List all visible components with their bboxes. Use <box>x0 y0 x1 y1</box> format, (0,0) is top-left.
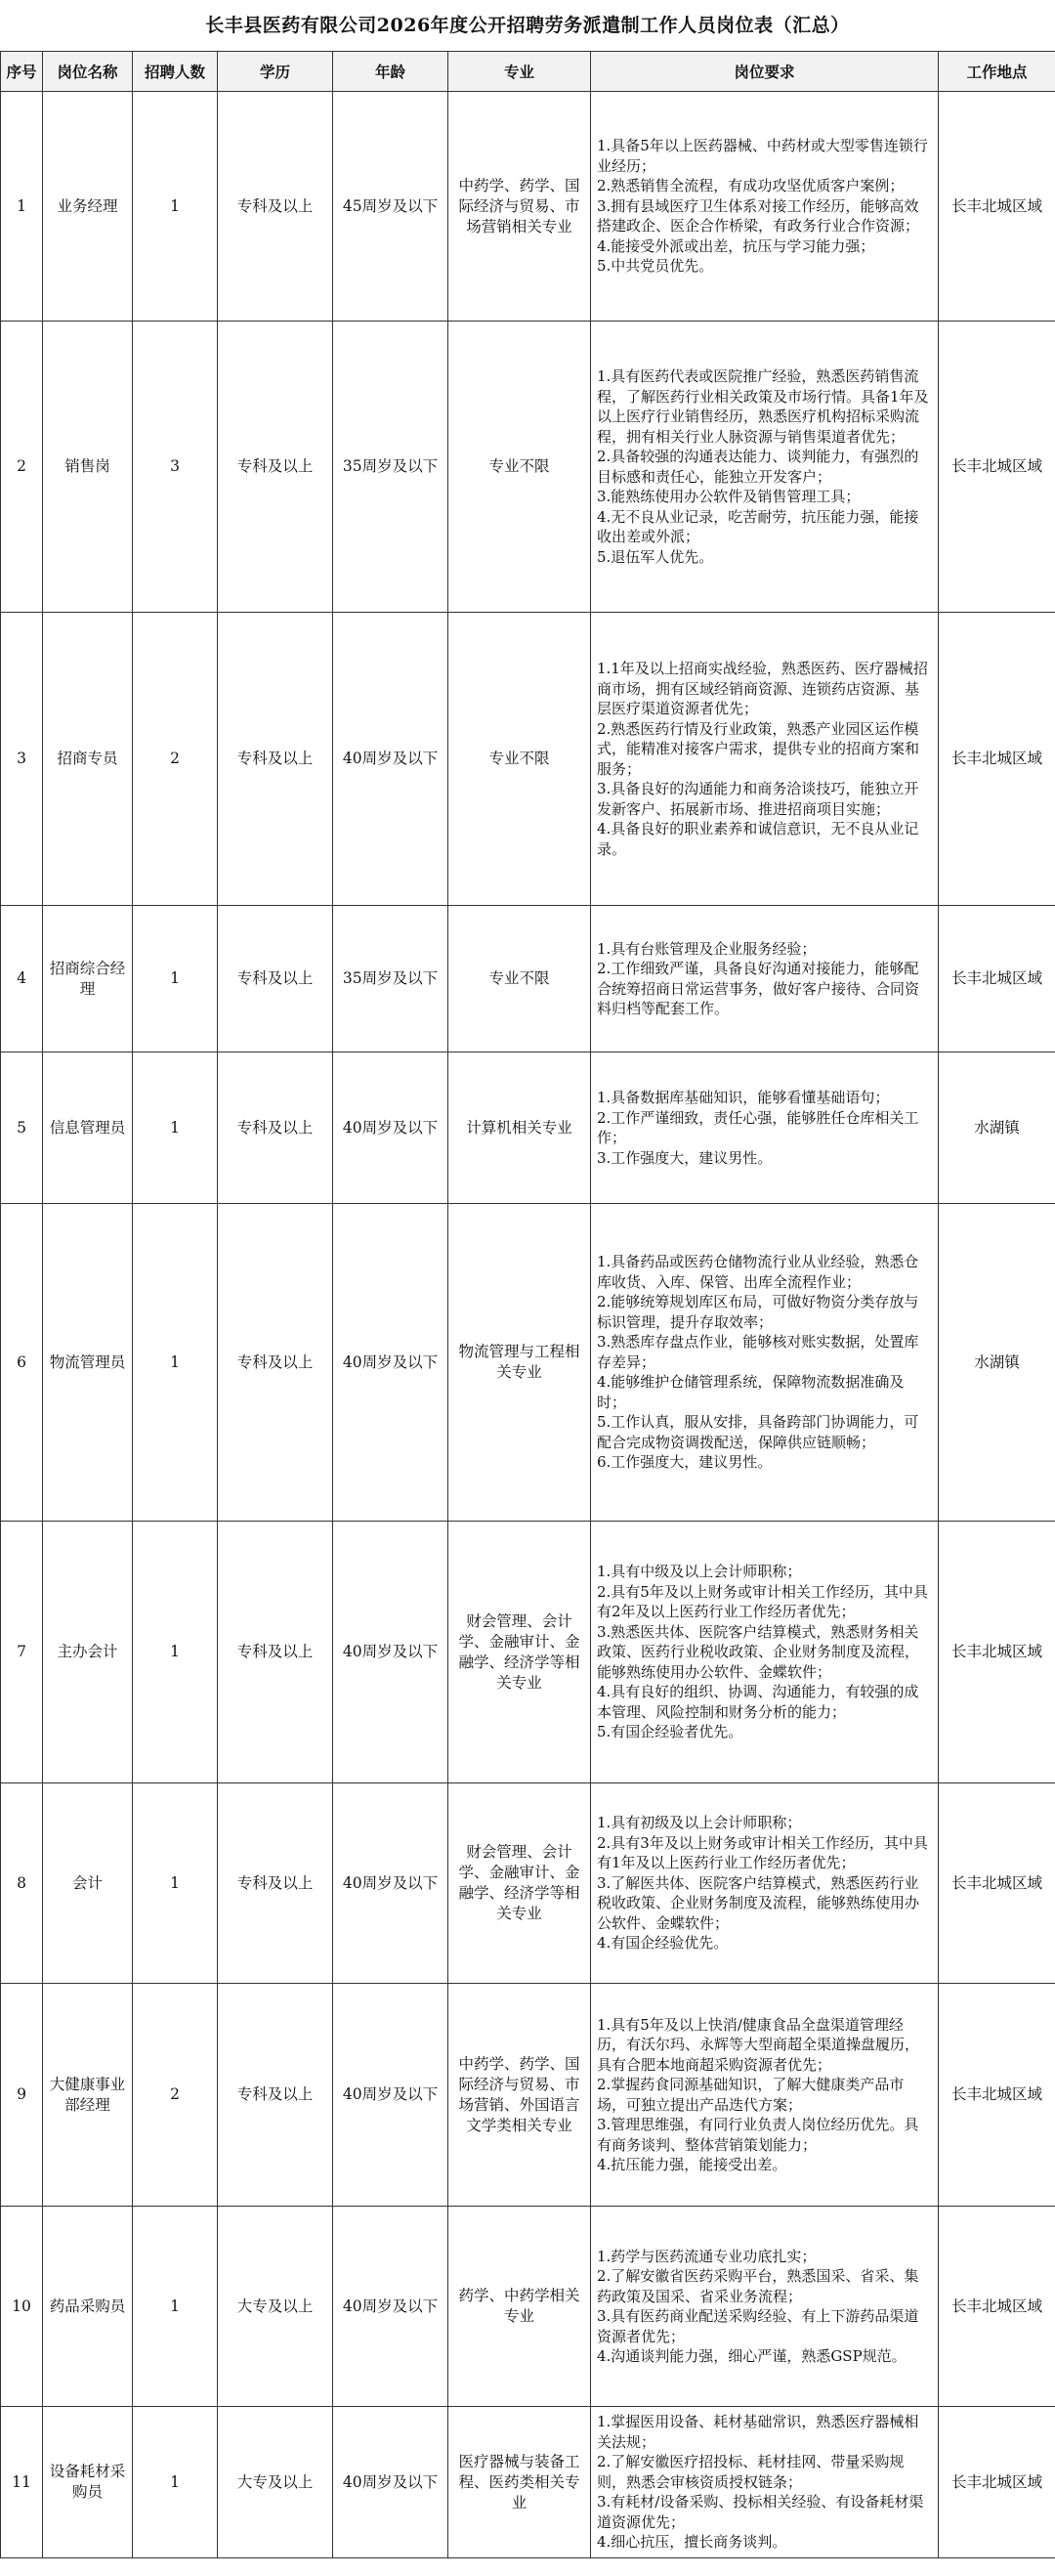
cell-position-name: 大健康事业部经理 <box>43 1984 133 2207</box>
requirement-item: 1.1年及以上招商实战经验，熟悉医药、医疗器械招商市场，拥有区域经销商资源、连锁药店资源、基层医疗渠道资源者优先； <box>597 660 928 717</box>
cell-count: 2 <box>133 1984 218 2207</box>
requirement-item: 3.管理思维强，有同行业负责人岗位经历优先。具有商务谈判、整体营销策划能力； <box>597 2116 919 2154</box>
cell-major: 医疗器械与装备工程、医药类相关专业 <box>448 2407 591 2558</box>
table-row <box>1 92 1055 322</box>
requirement-item: 4.具有良好的组织、协调、沟通能力，有较强的成本管理、风险控制和财务分析的能力； <box>597 1683 919 1721</box>
cell-education: 专科及以上 <box>218 1783 333 1984</box>
page-title: 长丰县医药有限公司2026年度公开招聘劳务派遣制工作人员岗位表（汇总） <box>205 15 850 36</box>
table-row <box>1 1783 1055 1984</box>
requirement-item: 2.具备较强的沟通表达能力、谈判能力，有强烈的目标感和责任心，能独立开发客户； <box>597 448 919 486</box>
requirement-item: 1.具备数据库基础知识，能够看懂基础语句； <box>597 1089 890 1106</box>
cell-position-name: 设备耗材采购员 <box>43 2407 133 2558</box>
requirement-item: 3.拥有县域医疗卫生体系对接工作经历，能够高效搭建政企、医企合作桥梁，有政务行业合作资源； <box>597 196 920 236</box>
cell-position-name: 招商综合经理 <box>43 906 133 1052</box>
header-row <box>1 52 1055 92</box>
cell-location: 长丰北城区域 <box>939 906 1055 1052</box>
requirement-item: 2.能够统筹规划库区布局，可做好物资分类存放与标识管理，提升存取效率； <box>597 1293 919 1331</box>
requirement-item: 4.具备良好的职业素养和诚信意识，无不良从业记录。 <box>597 820 919 858</box>
requirement-item: 6.工作强度大，建议男性。 <box>597 1453 773 1472</box>
requirement-item: 4.细心抗压，擅长商务谈判。 <box>597 2533 787 2552</box>
cell-count: 1 <box>133 1204 218 1522</box>
cell-age: 40周岁及以下 <box>333 1984 448 2207</box>
cell-count: 1 <box>133 92 218 322</box>
cell-location: 长丰北城区域 <box>939 1783 1055 1984</box>
cell-location: 长丰北城区域 <box>939 2407 1055 2558</box>
cell-age: 40周岁及以下 <box>333 1052 448 1204</box>
cell-position-name: 招商专员 <box>43 613 133 906</box>
cell-education: 大专及以上 <box>218 2207 333 2407</box>
cell-no: 7 <box>1 1522 43 1783</box>
header-no: 序号 <box>1 52 43 92</box>
requirement-item: 5.工作认真，服从安排，具备跨部门协调能力，可配合完成物资调拨配送，保障供应链顺畅； <box>597 1413 919 1451</box>
requirement-item: 4.沟通谈判能力强，细心严谨，熟悉GSP规范。 <box>597 2347 907 2365</box>
requirement-item: 5.有国企经验者优先。 <box>597 1723 743 1741</box>
cell-age: 35周岁及以下 <box>333 906 448 1052</box>
table-row <box>1 322 1055 613</box>
cell-location: 长丰北城区域 <box>939 1984 1055 2207</box>
cell-requirements <box>591 322 939 613</box>
requirement-item: 1.具备5年以上医药器械、中药材或大型零售连锁行业经历； <box>597 137 928 175</box>
table-row <box>1 613 1055 906</box>
requirement-item: 3.了解医共体、医院客户结算模式，熟悉医药行业税收政策、企业财务制度及流程，能够熟练使用办公软件、金蝶软件； <box>597 1873 920 1932</box>
cell-count: 1 <box>133 1052 218 1204</box>
cell-no: 10 <box>1 2207 43 2407</box>
cell-age: 40周岁及以下 <box>333 1204 448 1522</box>
cell-requirements <box>591 1522 939 1783</box>
cell-no: 9 <box>1 1984 43 2207</box>
header-requirements: 岗位要求 <box>591 52 939 92</box>
requirement-item: 4.无不良从业记录，吃苦耐劳，抗压能力强，能接收出差或外派； <box>597 507 919 545</box>
cell-requirements <box>591 2407 939 2558</box>
cell-location: 长丰北城区域 <box>939 322 1055 613</box>
cell-education: 专科及以上 <box>218 1052 333 1204</box>
cell-location: 水湖镇 <box>939 1204 1055 1522</box>
requirement-item: 2.工作细致严谨，具备良好沟通对接能力，能够配合统筹招商日常运营事务，做好客户接待、合同资料归档等配套工作。 <box>597 960 920 1017</box>
cell-no: 6 <box>1 1204 43 1522</box>
cell-position-name: 信息管理员 <box>43 1052 133 1204</box>
cell-education: 专科及以上 <box>218 322 333 613</box>
requirement-item: 1.掌握医用设备、耗材基础常识，熟悉医疗器械相关法规； <box>597 2413 919 2451</box>
requirement-item: 4.抗压能力强，能接受出差。 <box>597 2156 787 2173</box>
cell-requirements <box>591 1984 939 2207</box>
table-row <box>1 2207 1055 2407</box>
requirement-item: 2.工作严谨细致，责任心强，能够胜任仓库相关工作； <box>597 1108 919 1146</box>
header-age: 年龄 <box>333 52 448 92</box>
cell-no: 3 <box>1 613 43 906</box>
requirement-item: 2.掌握药食同源基础知识，了解大健康类产品市场，可独立提出产品迭代方案； <box>597 2076 905 2114</box>
cell-no: 2 <box>1 322 43 613</box>
cell-no: 11 <box>1 2407 43 2558</box>
cell-no: 4 <box>1 906 43 1052</box>
cell-location: 长丰北城区域 <box>939 92 1055 322</box>
cell-count: 1 <box>133 2207 218 2407</box>
cell-position-name: 药品采购员 <box>43 2207 133 2407</box>
header-education: 学历 <box>218 52 333 92</box>
cell-major: 财会管理、会计学、金融审计、金融学、经济学等相关专业 <box>448 1783 591 1984</box>
cell-age: 40周岁及以下 <box>333 613 448 906</box>
cell-major: 专业不限 <box>448 906 591 1052</box>
cell-count: 1 <box>133 2407 218 2558</box>
requirement-item: 2.熟悉销售全流程，有成功攻坚优质客户案例； <box>597 177 905 195</box>
header-location: 工作地点 <box>939 52 1055 92</box>
cell-location: 长丰北城区域 <box>939 2207 1055 2407</box>
requirement-item: 5.中共党员优先。 <box>597 257 714 276</box>
requirement-item: 1.具备药品或医药仓储物流行业从业经验，熟悉仓库收货、入库、保管、出库全流程作业； <box>597 1253 919 1291</box>
cell-count: 1 <box>133 1522 218 1783</box>
cell-education: 专科及以上 <box>218 1984 333 2207</box>
requirement-item: 2.了解安徽医疗招投标、耗材挂网、带量采购规则，熟悉会审核资质授权链条； <box>597 2453 905 2491</box>
cell-education: 专科及以上 <box>218 1204 333 1522</box>
cell-major: 财会管理、会计学、金融审计、金融学、经济学等相关专业 <box>448 1522 591 1783</box>
requirement-item: 2.具有5年及以上财务或审计相关工作经历，其中具有2年及以上医药行业工作经历者优先； <box>597 1582 928 1621</box>
requirement-item: 1.具有台账管理及企业服务经验； <box>597 939 817 958</box>
requirement-item: 4.能接受外派或出差，抗压与学习能力强； <box>597 236 875 255</box>
requirement-item: 4.能够维护仓储管理系统，保障物流数据准确及时； <box>597 1373 905 1411</box>
requirement-item: 3.具有医药商业配送采购经验、有上下游药品渠道资源者优先； <box>597 2307 919 2345</box>
requirement-item: 2.了解安徽省医药采购平台，熟悉国采、省采、集药政策及国采、省采业务流程； <box>597 2267 919 2305</box>
cell-no: 5 <box>1 1052 43 1204</box>
cell-age: 40周岁及以下 <box>333 2207 448 2407</box>
cell-major: 中药学、药学、国际经济与贸易、市场营销相关专业 <box>448 92 591 322</box>
requirement-item: 3.能熟练使用办公软件及销售管理工具； <box>597 488 861 505</box>
cell-age: 35周岁及以下 <box>333 322 448 613</box>
cell-education: 专科及以上 <box>218 613 333 906</box>
cell-major: 专业不限 <box>448 322 591 613</box>
cell-no: 1 <box>1 92 43 322</box>
cell-requirements <box>591 1052 939 1204</box>
cell-age: 40周岁及以下 <box>333 1783 448 1984</box>
cell-requirements <box>591 2207 939 2407</box>
cell-major: 中药学、药学、国际经济与贸易、市场营销、外国语言文学类相关专业 <box>448 1984 591 2207</box>
cell-requirements <box>591 1783 939 1984</box>
cell-education: 专科及以上 <box>218 1522 333 1783</box>
cell-count: 1 <box>133 906 218 1052</box>
cell-position-name: 会计 <box>43 1783 133 1984</box>
cell-count: 1 <box>133 1783 218 1984</box>
requirement-item: 1.具有初级及以上会计师职称； <box>597 1814 802 1832</box>
requirement-item: 3.工作强度大，建议男性。 <box>597 1148 773 1167</box>
cell-location: 长丰北城区域 <box>939 1522 1055 1783</box>
cell-major: 物流管理与工程相关专业 <box>448 1204 591 1522</box>
cell-no: 8 <box>1 1783 43 1984</box>
table-row <box>1 1052 1055 1204</box>
requirement-item: 5.退伍军人优先。 <box>597 547 714 566</box>
requirement-item: 1.具有中级及以上会计师职称； <box>597 1563 802 1581</box>
cell-count: 2 <box>133 613 218 906</box>
requirement-item: 4.有国企经验优先。 <box>597 1934 729 1953</box>
cell-requirements <box>591 1204 939 1522</box>
table-row <box>1 2407 1055 2558</box>
cell-requirements <box>591 906 939 1052</box>
requirement-item: 3.熟悉医共体、医院客户结算模式，熟悉财务相关政策、医药行业税收政策、企业财务制度及流程，能够熟练使用办公软件、金蝶软件； <box>597 1622 920 1681</box>
cell-location: 长丰北城区域 <box>939 613 1055 906</box>
cell-position-name: 销售岗 <box>43 322 133 613</box>
cell-major: 计算机相关专业 <box>448 1052 591 1204</box>
cell-count: 3 <box>133 322 218 613</box>
cell-major: 专业不限 <box>448 613 591 906</box>
table-row <box>1 1522 1055 1783</box>
requirement-item: 3.熟悉库存盘点作业，能够核对账实数据，处置库存差异； <box>597 1333 919 1371</box>
table-row <box>1 1984 1055 2207</box>
cell-position-name: 物流管理员 <box>43 1204 133 1522</box>
table-row <box>1 906 1055 1052</box>
header-count: 招聘人数 <box>133 52 218 92</box>
cell-age: 40周岁及以下 <box>333 1522 448 1783</box>
cell-requirements <box>591 92 939 322</box>
cell-age: 45周岁及以下 <box>333 92 448 322</box>
requirement-item: 3.具备良好的沟通能力和商务洽谈技巧，能独立开发新客户、拓展新市场、推进招商项目实施； <box>597 780 919 818</box>
requirement-item: 2.具有3年及以上财务或审计相关工作经历，其中具有1年及以上医药行业工作经历者优先； <box>597 1833 928 1872</box>
requirement-item: 1.具有医药代表或医院推广经验，熟悉医药销售流程，了解医药行业相关政策及市场行情。具备1年及以上医疗行业销售经历，熟悉医疗机构招标采购流程，拥有相关行业人脉资源与销售渠道者优先； <box>597 367 929 446</box>
cell-age: 40周岁及以下 <box>333 2407 448 2558</box>
header-major: 专业 <box>448 52 591 92</box>
cell-major: 药学、中药学相关专业 <box>448 2207 591 2407</box>
header-position: 岗位名称 <box>43 52 133 92</box>
cell-location: 水湖镇 <box>939 1052 1055 1204</box>
requirement-item: 1.具有5年及以上快消/健康食品全盘渠道管理经历，有沃尔玛、永辉等大型商超全渠道操盘履历，具有合肥本地商超采购资源者优先； <box>597 2015 920 2074</box>
table-row <box>1 1204 1055 1522</box>
cell-position-name: 主办会计 <box>43 1522 133 1783</box>
requirement-item: 3.有耗材/设备采购、投标相关经验、有设备耗材渠道资源优先； <box>597 2493 924 2531</box>
cell-education: 专科及以上 <box>218 92 333 322</box>
cell-requirements <box>591 613 939 906</box>
cell-education: 专科及以上 <box>218 906 333 1052</box>
positions-table <box>0 51 1055 2558</box>
cell-position-name: 业务经理 <box>43 92 133 322</box>
requirement-item: 2.熟悉医药行情及行业政策，熟悉产业园区运作模式，能精准对接客户需求，提供专业的招商方案和服务； <box>597 719 920 778</box>
requirement-item: 1.药学与医药流通专业功底扎实； <box>597 2247 817 2265</box>
cell-education: 大专及以上 <box>218 2407 333 2558</box>
